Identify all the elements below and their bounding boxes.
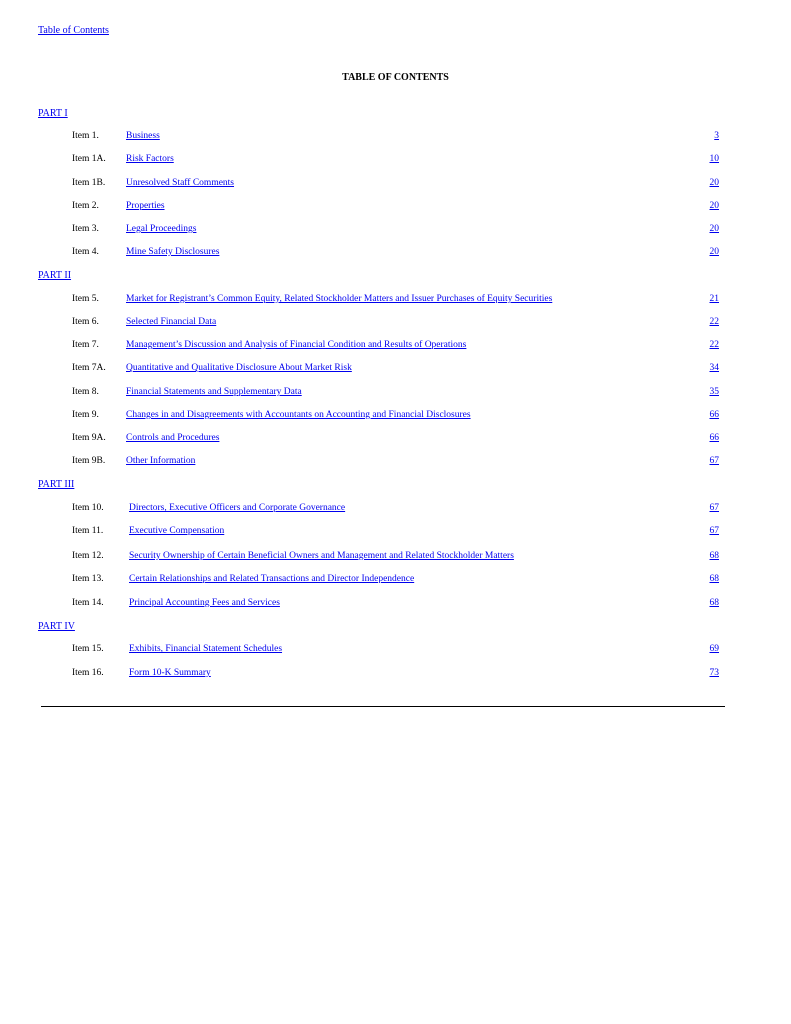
- item-number: Item 13.: [72, 574, 104, 584]
- item-title-link[interactable]: Exhibits, Financial Statement Schedules: [129, 644, 283, 654]
- toc-row: [0, 574, 791, 588]
- table-of-contents-link[interactable]: Table of Contents: [38, 25, 109, 36]
- item-number: Item 1B.: [72, 178, 106, 188]
- item-number: Item 9B.: [72, 456, 106, 466]
- toc-row: [0, 131, 791, 145]
- toc-row: [0, 503, 791, 517]
- item-page-link[interactable]: 34: [709, 363, 719, 373]
- item-page-link[interactable]: 20: [709, 247, 719, 257]
- toc-row: [0, 551, 791, 565]
- item-page-link[interactable]: 67: [709, 456, 719, 466]
- item-page-link[interactable]: 73: [709, 668, 719, 678]
- item-number: Item 2.: [72, 201, 99, 211]
- item-number: Item 8.: [72, 387, 99, 397]
- toc-row: [0, 224, 791, 238]
- item-title-link[interactable]: Unresolved Staff Comments: [126, 178, 235, 188]
- item-number: Item 10.: [72, 503, 104, 513]
- toc-row: [0, 178, 791, 192]
- page-title: TABLE OF CONTENTS: [342, 72, 449, 83]
- toc-row: [0, 644, 791, 658]
- item-title-link[interactable]: Controls and Procedures: [126, 433, 220, 443]
- part-1-link[interactable]: PART I: [38, 108, 68, 119]
- item-page-link[interactable]: 20: [709, 178, 719, 188]
- item-number: Item 3.: [72, 224, 99, 234]
- item-title-link[interactable]: Properties: [126, 201, 165, 211]
- toc-row: [0, 526, 791, 540]
- item-title-link[interactable]: Management’s Discussion and Analysis of Financial Condition and Results of Operations: [126, 340, 467, 350]
- part-2-link[interactable]: PART II: [38, 270, 72, 281]
- item-page-link[interactable]: 66: [709, 433, 719, 443]
- item-number: Item 15.: [72, 644, 104, 654]
- item-number: Item 4.: [72, 247, 99, 257]
- item-page-link[interactable]: 20: [709, 201, 719, 211]
- item-title-link[interactable]: Mine Safety Disclosures: [126, 247, 220, 257]
- item-page-link[interactable]: 35: [709, 387, 719, 397]
- item-page-link[interactable]: 69: [709, 644, 719, 654]
- toc-row: [0, 317, 791, 331]
- toc-row: [0, 668, 791, 682]
- item-page-link[interactable]: 22: [709, 340, 719, 350]
- item-page-link[interactable]: 10: [709, 154, 719, 164]
- item-title-link[interactable]: Principal Accounting Fees and Services: [129, 598, 280, 608]
- item-page-link[interactable]: 67: [709, 503, 719, 513]
- toc-row: [0, 387, 791, 401]
- item-number: Item 1.: [72, 131, 99, 141]
- item-number: Item 1A.: [72, 154, 106, 164]
- item-page-link[interactable]: 66: [709, 410, 719, 420]
- item-number: Item 14.: [72, 598, 104, 608]
- part-3-link[interactable]: PART III: [38, 479, 75, 490]
- item-title-link[interactable]: Security Ownership of Certain Beneficial Owners and Management and Related Stockholder Matters: [129, 551, 514, 561]
- toc-row: [0, 598, 791, 612]
- item-title-link[interactable]: Market for Registrant’s Common Equity, Related Stockholder Matters and Issuer Purchases of Equity Securities: [126, 294, 553, 304]
- toc-row: [0, 456, 791, 470]
- item-number: Item 7.: [72, 340, 99, 350]
- toc-row: [0, 340, 791, 354]
- item-page-link[interactable]: 68: [709, 598, 719, 608]
- item-number: Item 11.: [72, 526, 104, 536]
- toc-row: [0, 154, 791, 168]
- item-title-link[interactable]: Legal Proceedings: [126, 224, 197, 234]
- item-number: Item 9A.: [72, 433, 106, 443]
- item-title-link[interactable]: Business: [126, 131, 160, 141]
- item-page-link[interactable]: 3: [714, 131, 719, 141]
- item-title-link[interactable]: Selected Financial Data: [126, 317, 217, 327]
- item-number: Item 12.: [72, 551, 104, 561]
- item-title-link[interactable]: Other Information: [126, 456, 196, 466]
- item-title-link[interactable]: Risk Factors: [126, 154, 174, 164]
- toc-row: [0, 247, 791, 261]
- toc-row: [0, 363, 791, 377]
- page-divider: [41, 706, 725, 707]
- item-page-link[interactable]: 68: [709, 574, 719, 584]
- item-number: Item 9.: [72, 410, 99, 420]
- item-title-link[interactable]: Directors, Executive Officers and Corporate Governance: [129, 503, 346, 513]
- toc-row: [0, 201, 791, 215]
- item-title-link[interactable]: Certain Relationships and Related Transactions and Director Independence: [129, 574, 415, 584]
- item-page-link[interactable]: 21: [709, 294, 719, 304]
- item-title-link[interactable]: Executive Compensation: [129, 526, 225, 536]
- item-number: Item 7A.: [72, 363, 106, 373]
- toc-row: [0, 410, 791, 424]
- item-title-link[interactable]: Form 10-K Summary: [129, 668, 211, 678]
- item-page-link[interactable]: 22: [709, 317, 719, 327]
- item-title-link[interactable]: Financial Statements and Supplementary Data: [126, 387, 302, 397]
- item-title-link[interactable]: Quantitative and Qualitative Disclosure About Market Risk: [126, 363, 352, 373]
- item-page-link[interactable]: 20: [709, 224, 719, 234]
- toc-row: [0, 433, 791, 447]
- part-4-link[interactable]: PART IV: [38, 621, 75, 632]
- item-page-link[interactable]: 67: [709, 526, 719, 536]
- item-number: Item 16.: [72, 668, 104, 678]
- item-number: Item 6.: [72, 317, 99, 327]
- item-number: Item 5.: [72, 294, 99, 304]
- toc-row: [0, 294, 791, 308]
- item-page-link[interactable]: 68: [709, 551, 719, 561]
- item-title-link[interactable]: Changes in and Disagreements with Accountants on Accounting and Financial Disclosures: [126, 410, 471, 420]
